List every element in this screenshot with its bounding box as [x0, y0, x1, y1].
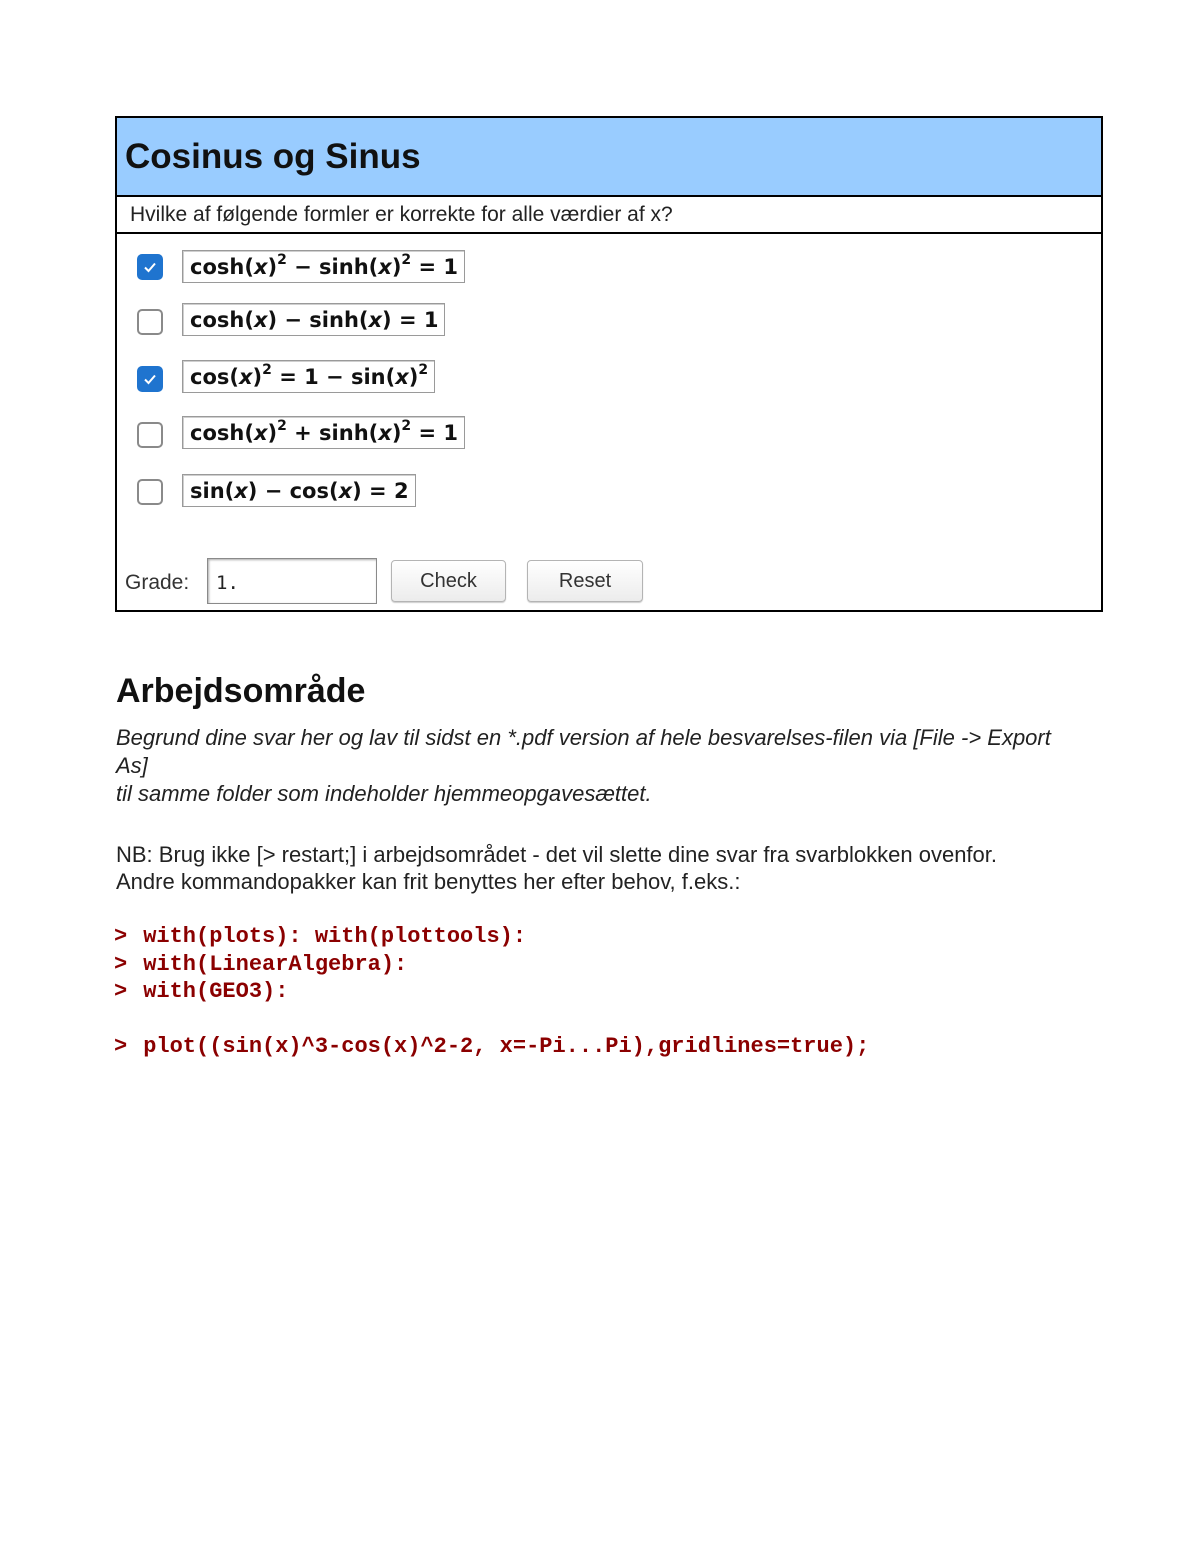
command-line-1[interactable] — [114, 924, 526, 949]
option-formula-2: cosh(x) − sinh(x) = 1 — [182, 303, 445, 336]
option-checkbox-4[interactable] — [137, 422, 163, 448]
quiz-title-bar — [117, 118, 1101, 197]
option-checkbox-2[interactable] — [137, 309, 163, 335]
note-line-1: NB: Brug ikke [> restart;] i arbejdsområdet - det vil slette dine svar fra svarblokken ovenfor. — [116, 842, 997, 867]
option-formula-1: $\cosh(x)^2 - \sinh(x)^2 = 1$ — [182, 250, 465, 283]
grade-label: Grade: — [125, 571, 190, 594]
instruction-line-1: Begrund dine svar her og lav til sidst en *.pdf version af hele besvarelses-filen via [File -> Export As] — [116, 725, 1051, 778]
command-text[interactable]: with(GEO3): — [143, 979, 289, 1004]
prompt-symbol: > — [114, 979, 128, 1004]
command-line-3[interactable] — [114, 979, 288, 1004]
command-line-4[interactable] — [114, 1034, 869, 1059]
option-checkbox-3[interactable] — [137, 366, 163, 392]
question-text: Hvilke af følgende formler er korrekte for alle værdier af x? — [130, 202, 673, 226]
note-line-2: Andre kommandopakker kan frit benyttes her efter behov, f.eks.: — [116, 869, 741, 894]
prompt-symbol: > — [114, 952, 128, 977]
option-checkbox-5[interactable] — [137, 479, 163, 505]
grade-row — [117, 558, 1101, 608]
option-formula-3: $\cos(x)^2 = 1 - \sin(x)^2$ — [182, 360, 435, 393]
grade-field[interactable]: 1. — [207, 558, 377, 604]
option-formula-4: $\cosh(x)^2 + \sinh(x)^2 = 1$ — [182, 416, 465, 449]
option-checkbox-1[interactable] — [137, 254, 163, 280]
workspace-note — [116, 841, 1106, 895]
command-text[interactable]: with(plots): with(plottools): — [143, 924, 527, 949]
option-formula-5: sin(x) − cos(x) = 2 — [182, 474, 416, 507]
workspace-title: Arbejdsområde — [116, 672, 366, 710]
check-button[interactable]: Check — [391, 560, 506, 602]
command-line-2[interactable] — [114, 952, 407, 977]
reset-button[interactable]: Reset — [527, 560, 643, 602]
quiz-panel — [115, 116, 1103, 612]
prompt-symbol: > — [114, 924, 128, 949]
checkmark-icon — [142, 371, 158, 387]
prompt-symbol: > — [114, 1034, 128, 1059]
instruction-line-2: til samme folder som indeholder hjemmeopgavesættet. — [116, 781, 652, 806]
command-text[interactable]: with(LinearAlgebra): — [143, 952, 408, 977]
checkmark-icon — [142, 259, 158, 275]
quiz-title: Cosinus og Sinus — [125, 136, 421, 176]
question-bar — [117, 197, 1101, 234]
command-text[interactable]: plot((sin(x)^3-cos(x)^2-2, x=-Pi...Pi),gridlines=true); — [143, 1034, 870, 1059]
workspace-instructions — [116, 724, 1076, 808]
